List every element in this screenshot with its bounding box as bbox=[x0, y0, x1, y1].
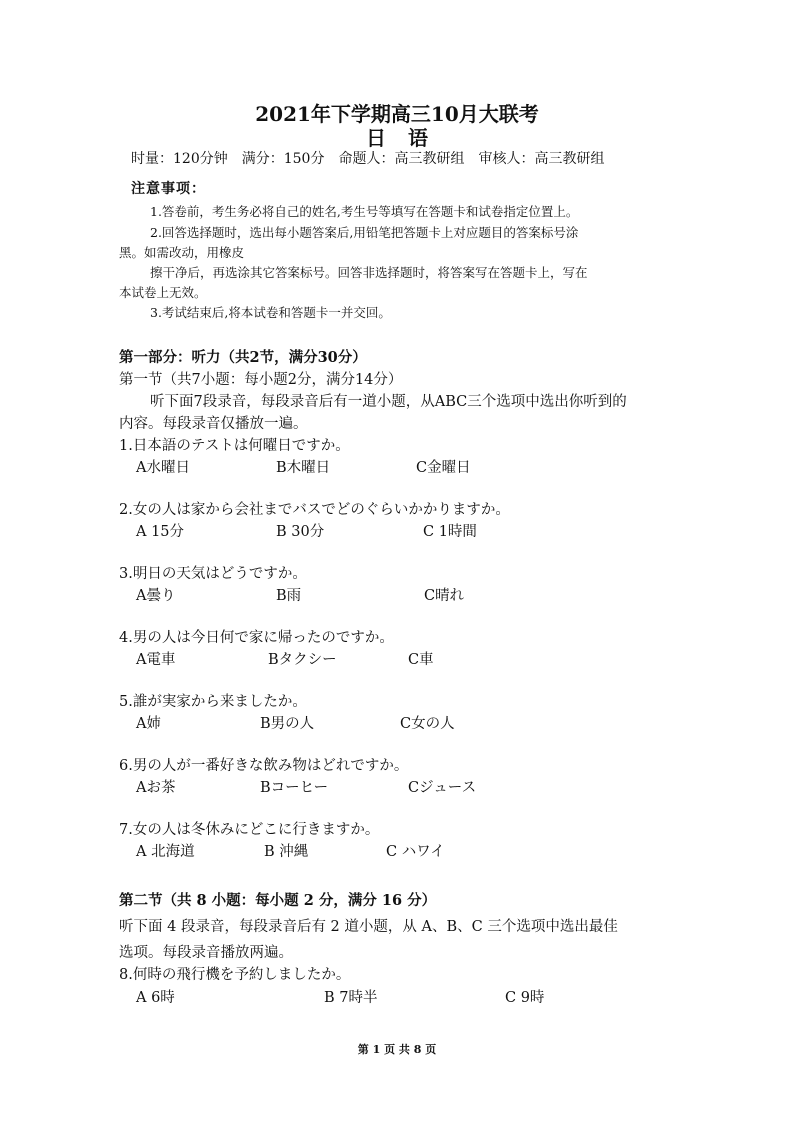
part1-heading: 第一部分：听力（共2节，满分30分） bbox=[119, 349, 367, 366]
question-2: 2.女の人は家から会社までバスでどのぐらいかかりますか。 bbox=[119, 502, 510, 518]
question-6-option-b: Bコーヒー bbox=[260, 780, 329, 796]
notice-item-2-line-1: 2.回答选择题时，选出每小题答案后,用铅笔把答题卡上对应题目的答案标号涂 bbox=[150, 225, 579, 240]
question-2-option-b: B 30分 bbox=[276, 524, 325, 540]
question-3-option-b: B雨 bbox=[276, 588, 302, 604]
section1-instruction-line-2: 内容。每段录音仅播放一遍。 bbox=[119, 416, 308, 432]
question-5-option-b: B男の人 bbox=[260, 716, 315, 732]
question-2-option-a: A 15分 bbox=[136, 524, 185, 540]
question-5-option-c: C女の人 bbox=[400, 716, 455, 732]
section2-instruction-line-1: 听下面 4 段录音，每段录音后有 2 道小题，从 A、B、C 三个选项中选出最佳 bbox=[119, 919, 618, 935]
question-2-option-c: C 1時間 bbox=[423, 524, 477, 540]
question-8-option-b: B 7時半 bbox=[324, 990, 378, 1006]
question-5: 5.誰が実家から来ましたか。 bbox=[119, 694, 307, 710]
section1-instruction-line-1: 听下面7段录音，每段录音后有一道小题，从ABC三个选项中选出你听到的 bbox=[150, 394, 627, 410]
notice-item-1: 1.答卷前，考生务必将自己的姓名,考生号等填写在答题卡和试卷指定位置上。 bbox=[150, 204, 579, 219]
question-1-option-b: B木曜日 bbox=[276, 460, 331, 476]
exam-meta: 时量：120分钟 满分：150分 命题人：高三教研组 审核人：高三教研组 bbox=[131, 151, 605, 167]
question-4-option-c: C車 bbox=[408, 652, 434, 668]
question-3-option-a: A曇り bbox=[136, 588, 176, 604]
notice-item-3: 3.考试结束后,将本试卷和答题卡一并交回。 bbox=[150, 305, 391, 320]
section1-heading: 第一节（共7小题：每小题2分，满分14分） bbox=[119, 372, 403, 388]
question-7-option-a: A 北海道 bbox=[136, 844, 195, 860]
section2-instruction-line-2: 选项。每段录音播放两遍。 bbox=[119, 945, 293, 961]
question-3: 3.明日の天気はどうですか。 bbox=[119, 566, 307, 582]
question-1-option-c: C金曜日 bbox=[416, 460, 471, 476]
page-footer: 第 1 页 共 8 页 bbox=[357, 1043, 437, 1056]
question-8-option-a: A 6時 bbox=[136, 990, 175, 1006]
question-7-option-c: C ハワイ bbox=[386, 844, 445, 860]
question-4-option-b: Bタクシー bbox=[268, 652, 337, 668]
question-3-option-c: C晴れ bbox=[424, 588, 465, 604]
notice-item-2-line-4: 本试卷上无效。 bbox=[119, 285, 207, 300]
exam-title: 2021年下学期高三10月大联考 bbox=[255, 102, 539, 126]
notice-heading: 注意事项： bbox=[131, 181, 206, 197]
exam-subject: 日语 bbox=[366, 126, 450, 150]
question-6-option-a: Aお茶 bbox=[136, 780, 176, 796]
question-8: 8.何時の飛行機を予約しましたか。 bbox=[119, 967, 351, 983]
question-8-option-c: C 9時 bbox=[505, 990, 545, 1006]
section2-heading: 第二节（共 8 小题：每小题 2 分，满分 16 分） bbox=[119, 892, 437, 909]
notice-item-2-line-2: 黑。如需改动，用橡皮 bbox=[119, 245, 245, 260]
question-6: 6.男の人が一番好きな飲み物はどれですか。 bbox=[119, 758, 409, 774]
question-4: 4.男の人は今日何で家に帰ったのですか。 bbox=[119, 630, 394, 646]
question-6-option-c: Cジュース bbox=[408, 780, 477, 796]
question-7: 7.女の人は冬休みにどこに行きますか。 bbox=[119, 822, 380, 838]
question-1-option-a: A水曜日 bbox=[136, 460, 190, 476]
question-7-option-b: B 沖縄 bbox=[264, 844, 309, 860]
question-1: 1.日本語のテストは何曜日ですか。 bbox=[119, 438, 350, 454]
notice-item-2-line-3: 擦干净后，再选涂其它答案标号。回答非选择题时，将答案写在答题卡上，写在 bbox=[150, 265, 588, 280]
question-5-option-a: A姉 bbox=[136, 716, 161, 732]
question-4-option-a: A電車 bbox=[136, 652, 176, 668]
